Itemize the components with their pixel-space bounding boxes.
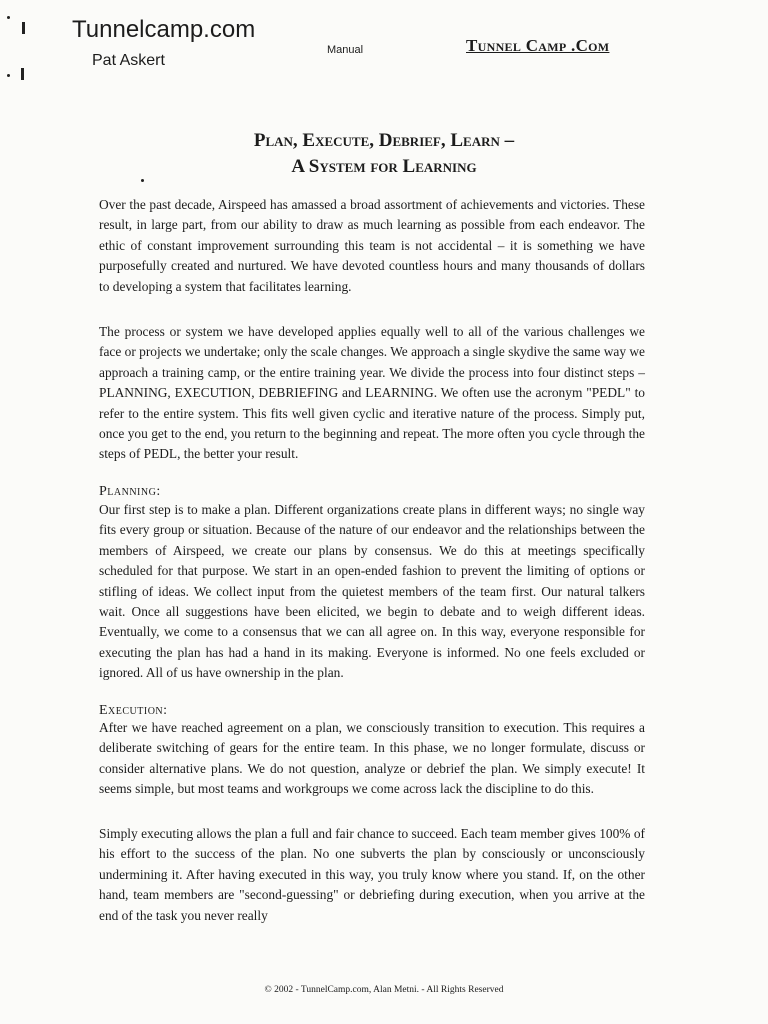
author-name: Pat Askert: [92, 52, 165, 69]
document-type: Manual: [327, 44, 364, 56]
execution-heading: Execution:: [99, 703, 168, 718]
document-title-line-1: Plan, Execute, Debrief, Learn –: [253, 130, 515, 151]
planning-paragraph: Our first step is to make a plan. Different organizations create plans in different ways; no single way fits every group or situation. Because of the nature of our endeavor and the relationships between the members of Airspeed, we create our plans by consensus. We do this at meetings specifically scheduled for that purpose. We start in an open-ended fashion to prevent the limiting of options or stifling of ideas. We collect input from the quietest members of the team first. Our natural talkers wait. Once all suggestions have been elicited, we begin to debate and to weigh different ideas. Eventually, we come to a consensus that we can all agree on. In this way, everyone responsible for executing the plan has had a hand in its making. Everyone is informed. No one feels excluded or ignored. All of us have ownership in the plan.: [99, 502, 645, 681]
brand-heading: Tunnel Camp .Com: [466, 36, 610, 55]
intro-paragraph: Over the past decade, Airspeed has amassed a broad assortment of achievements and victories. These result, in large part, from our ability to draw as much learning as possible from each endeavor. The ethic of constant improvement surrounding this team is not accidental – it is something we have purposefully created and nurtured. We have devoted countless hours and many thousands of dollars to developing a system that facilitates learning.: [99, 197, 645, 294]
site-name: Tunnelcamp.com: [72, 16, 256, 43]
copyright-footer: © 2002 - TunnelCamp.com, Alan Metni. - All Rights Reserved: [264, 985, 504, 995]
scan-mark: [21, 68, 24, 80]
scan-dot: [7, 16, 10, 19]
execution-paragraph: After we have reached agreement on a plan, we consciously transition to execution. This requires a deliberate switching of gears for the entire team. In this phase, we no longer formulate, discuss or consider alternative plans. We do not question, analyze or debrief the plan. We simply execute! It seems simple, but most teams and workgroups we come across lack the discipline to do this.: [99, 720, 645, 797]
scan-dot: [141, 179, 144, 182]
scan-mark: [22, 22, 25, 34]
scan-dot: [7, 74, 10, 77]
execution-paragraph-2: Simply executing allows the plan a full and fair chance to succeed. Each team member gives 100% of his effort to the success of the plan. No one subverts the plan by consciously or unconsciously undermining it. After having executed in this way, you truly know where you stand. If, on the other hand, team members are "second-guessing" or debriefing during execution, when you arrive at the end of the task you never really: [99, 826, 645, 923]
document-title-line-2: A System for Learning: [291, 156, 477, 177]
process-paragraph: The process or system we have developed applies equally well to all of the various challenges we face or projects we undertake; only the scale changes. We approach a single skydive the same way we approach a training camp, or the entire training year. We divide the process into four distinct steps – PLANNING, EXECUTION, DEBRIEFING and LEARNING. We often use the acronym "PEDL" to refer to the entire system. This fits well given cyclic and iterative nature of the process. Simply put, once you get to the end, you return to the beginning and repeat. The more often you cycle through the steps of PEDL, the better your result.: [99, 324, 645, 462]
planning-heading: Planning:: [99, 484, 161, 499]
